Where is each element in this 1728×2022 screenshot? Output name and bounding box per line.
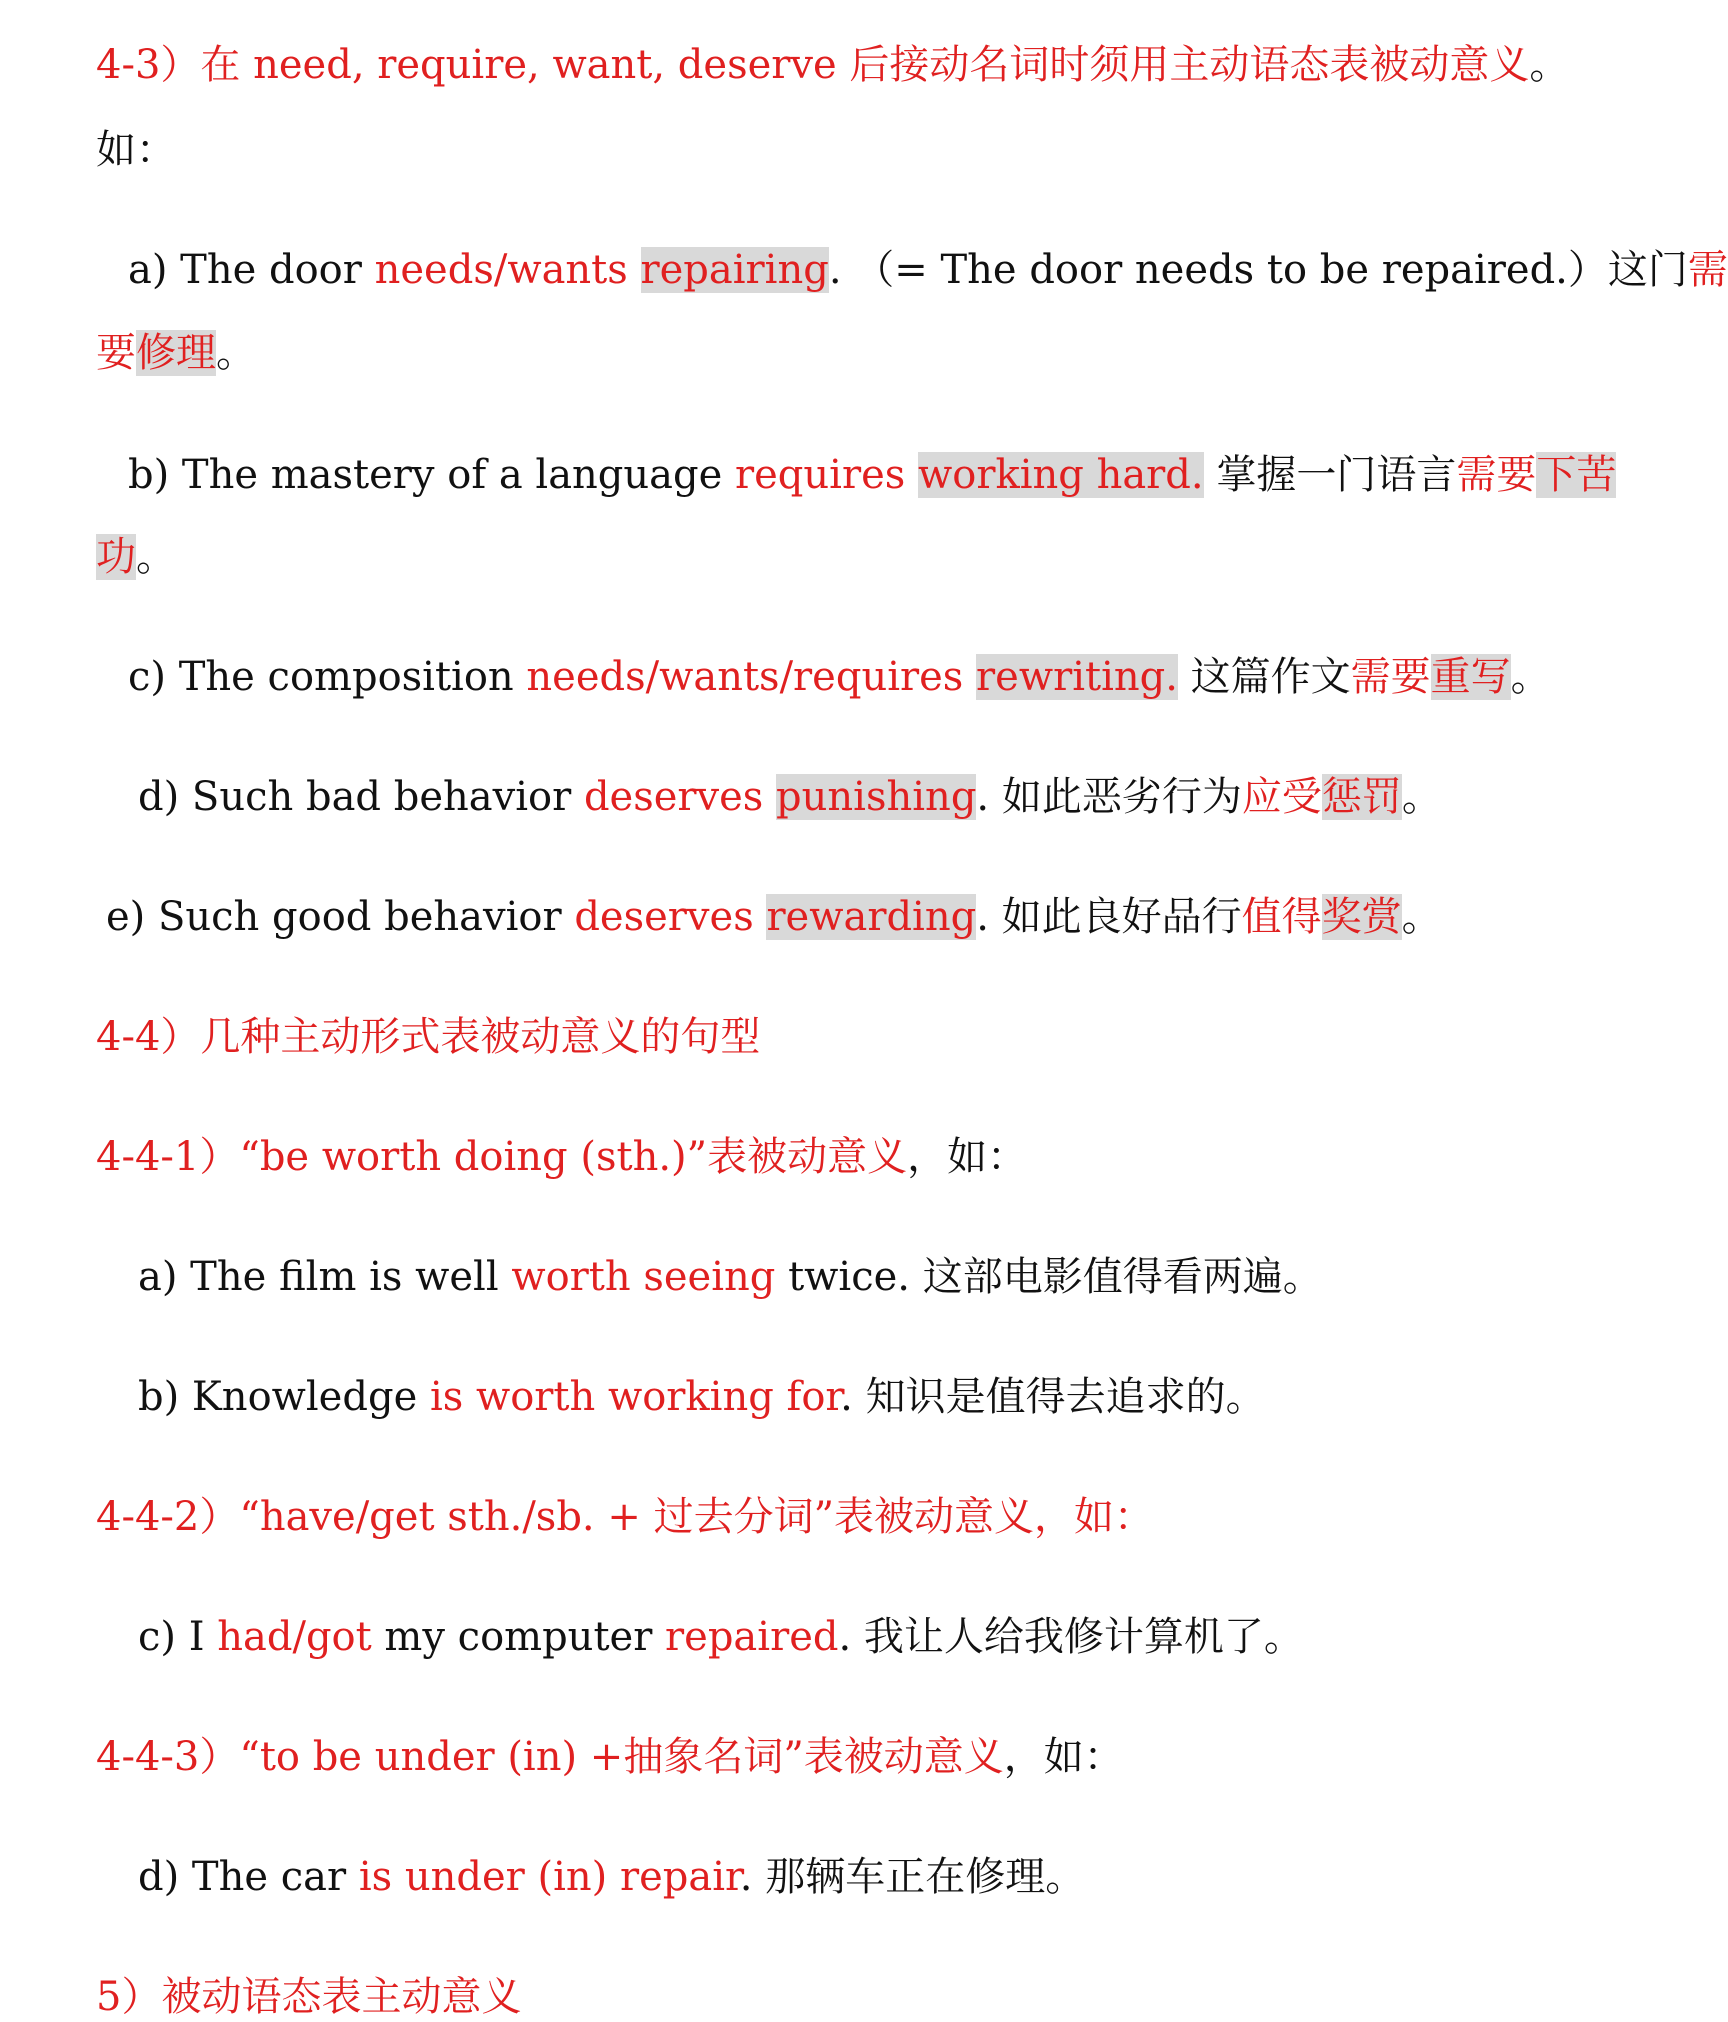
text-segment: 。 bbox=[1510, 654, 1551, 700]
text-segment: b) The mastery of a language bbox=[128, 452, 736, 498]
highlighted-text: rewriting. bbox=[976, 654, 1178, 700]
heading-5 bbox=[96, 1972, 521, 2022]
highlighted-text: rewarding bbox=[766, 894, 977, 940]
example-a-line1 bbox=[128, 245, 1728, 295]
highlighted-text: repairing bbox=[640, 247, 829, 293]
highlighted-text: 重写 bbox=[1430, 654, 1511, 700]
example-b-line1 bbox=[128, 450, 1616, 500]
example-a-line2 bbox=[96, 328, 256, 378]
text-segment: 应受 bbox=[1241, 774, 1322, 820]
example-d-behavior bbox=[138, 772, 1442, 822]
highlighted-text: 下苦 bbox=[1536, 452, 1617, 498]
example-b-line2 bbox=[96, 532, 176, 582]
text-segment: 4-4-1）“be worth doing (sth.)”表被动意义 bbox=[96, 1134, 908, 1180]
text-segment: 4-3）在 need, require, want, deserve 后接动名词时须用主动语态表被动意义 bbox=[96, 42, 1530, 88]
text-segment: 这篇作文 bbox=[1177, 654, 1351, 700]
text-segment: 需要 bbox=[1350, 654, 1431, 700]
text-segment: deserves bbox=[583, 774, 777, 820]
text-segment: a) The door bbox=[128, 247, 375, 293]
text-segment: 需要 bbox=[1456, 452, 1537, 498]
text-segment: 如： bbox=[96, 127, 176, 173]
text-segment: 。 bbox=[1401, 774, 1442, 820]
highlighted-text: working hard. bbox=[918, 452, 1204, 498]
text-segment: 。 bbox=[216, 330, 256, 376]
text-segment: 掌握一门语言 bbox=[1203, 452, 1457, 498]
example-e bbox=[106, 892, 1442, 942]
text-segment: 。 bbox=[1401, 894, 1442, 940]
text-segment: . 如此恶劣行为 bbox=[976, 774, 1242, 820]
text-segment: b) Knowledge bbox=[138, 1374, 430, 1420]
text-segment: e) Such good behavior bbox=[106, 894, 575, 940]
text-segment: deserves bbox=[574, 894, 767, 940]
text-segment: is worth working for bbox=[429, 1374, 841, 1420]
text-segment: ，如： bbox=[1003, 1734, 1124, 1780]
text-segment: had/got bbox=[217, 1614, 372, 1660]
text-segment: my computer bbox=[371, 1614, 666, 1660]
text-segment: . （= The door needs to be repaired.）这门 bbox=[828, 247, 1688, 293]
text-segment: ，如： bbox=[907, 1134, 1028, 1180]
highlighted-text: 功 bbox=[96, 534, 136, 580]
highlighted-text: 奖赏 bbox=[1321, 894, 1402, 940]
text-segment: worth seeing bbox=[511, 1254, 776, 1300]
text-segment: needs/wants bbox=[374, 247, 641, 293]
text-segment: . 如此良好品行 bbox=[976, 894, 1242, 940]
text-segment: . 那辆车正在修理。 bbox=[739, 1854, 1086, 1900]
text-segment: d) Such bad behavior bbox=[138, 774, 584, 820]
heading-4-4-2 bbox=[96, 1492, 1154, 1542]
text-segment: 值得 bbox=[1241, 894, 1322, 940]
text-segment: is under (in) repair bbox=[358, 1854, 740, 1900]
example-d-car bbox=[138, 1852, 1085, 1902]
example-b-knowledge bbox=[138, 1372, 1266, 1422]
text-segment: d) The car bbox=[138, 1854, 359, 1900]
text-segment: 4-4-3）“to be under (in) +抽象名词”表被动意义 bbox=[96, 1734, 1004, 1780]
text-segment: 。 bbox=[136, 534, 176, 580]
heading-4-3-line1 bbox=[96, 40, 1569, 90]
text-segment: 5）被动语态表主动意义 bbox=[96, 1974, 522, 2020]
text-segment: c) The composition bbox=[128, 654, 527, 700]
text-segment: needs/wants/requires bbox=[526, 654, 977, 700]
text-segment: repaired bbox=[665, 1614, 839, 1660]
text-segment: . 知识是值得去追求的。 bbox=[840, 1374, 1266, 1420]
heading-4-4 bbox=[96, 1012, 760, 1062]
highlighted-text: 惩罚 bbox=[1321, 774, 1402, 820]
heading-4-4-1 bbox=[96, 1132, 1027, 1182]
text-segment: a) The film is well bbox=[138, 1254, 512, 1300]
text-segment: 。 bbox=[1529, 42, 1570, 88]
example-a-film bbox=[138, 1252, 1323, 1302]
heading-4-3-line2 bbox=[96, 125, 176, 175]
highlighted-text: 修理 bbox=[136, 330, 216, 376]
text-segment: 4-4）几种主动形式表被动意义的句型 bbox=[96, 1014, 761, 1060]
text-segment: requires bbox=[735, 452, 919, 498]
heading-4-4-3 bbox=[96, 1732, 1124, 1782]
text-segment: 要 bbox=[96, 330, 136, 376]
example-c-computer bbox=[138, 1612, 1304, 1662]
text-segment: . 我让人给我修计算机了。 bbox=[838, 1614, 1304, 1660]
text-segment: 4-4-2）“have/get sth./sb. + 过去分词”表被动意义，如： bbox=[96, 1494, 1155, 1540]
example-c bbox=[128, 652, 1551, 702]
text-segment: twice. 这部电影值得看两遍。 bbox=[775, 1254, 1323, 1300]
highlighted-text: punishing bbox=[776, 774, 977, 820]
text-segment: 需 bbox=[1687, 247, 1728, 293]
text-segment: c) I bbox=[138, 1614, 218, 1660]
